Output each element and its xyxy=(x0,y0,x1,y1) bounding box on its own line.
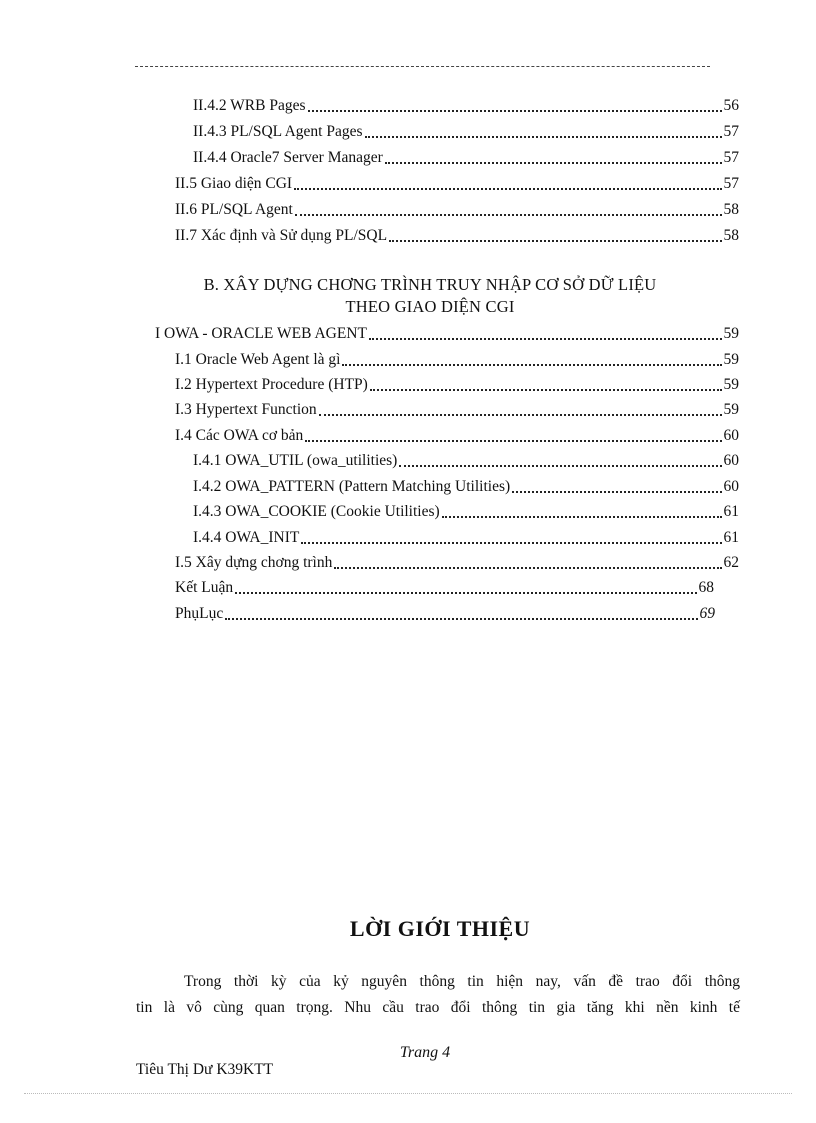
toc-entry-page: 57 xyxy=(723,149,739,166)
toc-entry[interactable] xyxy=(175,200,739,220)
toc-entry[interactable] xyxy=(193,122,739,142)
toc-leader xyxy=(225,618,697,620)
toc-entry-page: 62 xyxy=(723,554,739,571)
toc-entry[interactable] xyxy=(175,400,739,420)
toc-leader xyxy=(342,364,721,366)
toc-entry-page: 57 xyxy=(723,123,739,140)
toc-entry-page: 58 xyxy=(723,227,739,244)
toc-entry-title: I.4.1 OWA_UTIL (owa_utilities) xyxy=(193,452,398,469)
page-number-label: Trang 4 xyxy=(399,1044,451,1061)
toc-entry[interactable] xyxy=(175,426,739,446)
toc-entry[interactable] xyxy=(193,528,739,548)
toc-entry-title: II.6 PL/SQL Agent xyxy=(175,201,293,218)
toc-leader xyxy=(301,542,721,544)
intro-paragraph xyxy=(136,969,740,1021)
toc-entry-title: II.4.4 Oracle7 Server Manager xyxy=(193,149,383,166)
toc-leader xyxy=(295,214,722,216)
toc-entry-title: II.4.3 PL/SQL Agent Pages xyxy=(193,123,363,140)
toc-leader xyxy=(369,338,722,340)
toc-entry-title: Kết Luận xyxy=(175,579,234,596)
toc-entry[interactable] xyxy=(175,226,739,246)
toc-entry-page: 59 xyxy=(723,376,739,393)
intro-title: LỜI GIỚI THIỆU xyxy=(349,916,531,941)
toc-entry-page: 59 xyxy=(723,325,739,342)
toc-entry[interactable] xyxy=(193,451,739,471)
toc-entry-title: I.5 Xây dựng chơng trình xyxy=(175,554,333,571)
toc-leader xyxy=(399,465,721,467)
toc-leader xyxy=(370,389,722,391)
toc-entry-page: 61 xyxy=(723,503,739,520)
section-b-heading-line2: THEO GIAO DIỆN CGI xyxy=(345,297,515,316)
toc-leader xyxy=(385,162,722,164)
toc-entry-title: I.2 Hypertext Procedure (HTP) xyxy=(175,376,368,393)
author-footer: Tiêu Thị Dư K39KTT xyxy=(136,1061,274,1078)
toc-entry[interactable] xyxy=(193,477,739,497)
toc-entry-page: 56 xyxy=(723,97,739,114)
toc-entry[interactable] xyxy=(175,174,739,194)
toc-entry-page: 60 xyxy=(723,427,739,444)
toc-entry[interactable] xyxy=(175,350,739,370)
toc-entry-title: I.4 Các OWA cơ bản xyxy=(175,427,304,444)
section-b-heading xyxy=(130,274,730,318)
toc-entry[interactable] xyxy=(175,604,715,624)
toc-leader xyxy=(442,516,722,518)
intro-line-1: Trong thời kỳ của kỷ nguyên thông tin hiện nay, vấn đề trao đổi thông xyxy=(184,973,740,990)
toc-leader xyxy=(319,414,722,416)
toc-entry[interactable] xyxy=(175,578,714,598)
toc-entry-title: II.4.2 WRB Pages xyxy=(193,97,306,114)
toc-entry[interactable] xyxy=(155,324,739,344)
toc-entry-page: 60 xyxy=(723,452,739,469)
toc-leader xyxy=(308,110,722,112)
toc-entry-title: I.4.2 OWA_PATTERN (Pattern Matching Utilities) xyxy=(193,478,511,495)
toc-leader xyxy=(305,440,721,442)
page-bottom-rule xyxy=(24,1093,792,1094)
toc-entry[interactable] xyxy=(175,553,739,573)
intro-line-2: tin là vô cùng quan trọng. Nhu cầu trao đổi thông tin gia tăng khi nền kinh tế xyxy=(136,999,740,1016)
toc-entry-title: I.4.3 OWA_COOKIE (Cookie Utilities) xyxy=(193,503,440,520)
toc-leader xyxy=(512,491,721,493)
toc-entry[interactable] xyxy=(175,375,739,395)
toc-entry-title: I.4.4 OWA_INIT xyxy=(193,529,300,546)
toc-leader xyxy=(294,188,721,190)
toc-entry-title: II.5 Giao diện CGI xyxy=(175,175,293,192)
toc-entry-page: 61 xyxy=(723,529,739,546)
toc-entry[interactable] xyxy=(193,96,739,116)
toc-entry-title: I OWA - ORACLE WEB AGENT xyxy=(155,325,367,342)
toc-entry-page: 69 xyxy=(699,605,715,622)
toc-entry[interactable] xyxy=(193,502,739,522)
toc-entry-page: 68 xyxy=(698,579,714,596)
toc-entry-page: 58 xyxy=(723,201,739,218)
toc-entry-page: 60 xyxy=(723,478,739,495)
toc-entry-title: II.7 Xác định và Sử dụng PL/SQL xyxy=(175,227,388,244)
toc-leader xyxy=(235,592,696,594)
toc-entry-title: I.1 Oracle Web Agent là gì xyxy=(175,351,341,368)
toc-entry[interactable] xyxy=(193,148,739,168)
toc-entry-title: I.3 Hypertext Function xyxy=(175,401,317,418)
section-b-heading-line1: B. XÂY DỰNG CHƠNG TRÌNH TRUY NHẬP CƠ SỞ DỮ LIỆU xyxy=(203,275,657,294)
toc-leader xyxy=(365,136,722,138)
toc-entry-page: 57 xyxy=(723,175,739,192)
toc-leader xyxy=(334,567,721,569)
toc-entry-page: 59 xyxy=(723,401,739,418)
toc-entry-page: 59 xyxy=(723,351,739,368)
toc-leader xyxy=(389,240,721,242)
toc-entry-title: PhụLục xyxy=(175,605,224,622)
